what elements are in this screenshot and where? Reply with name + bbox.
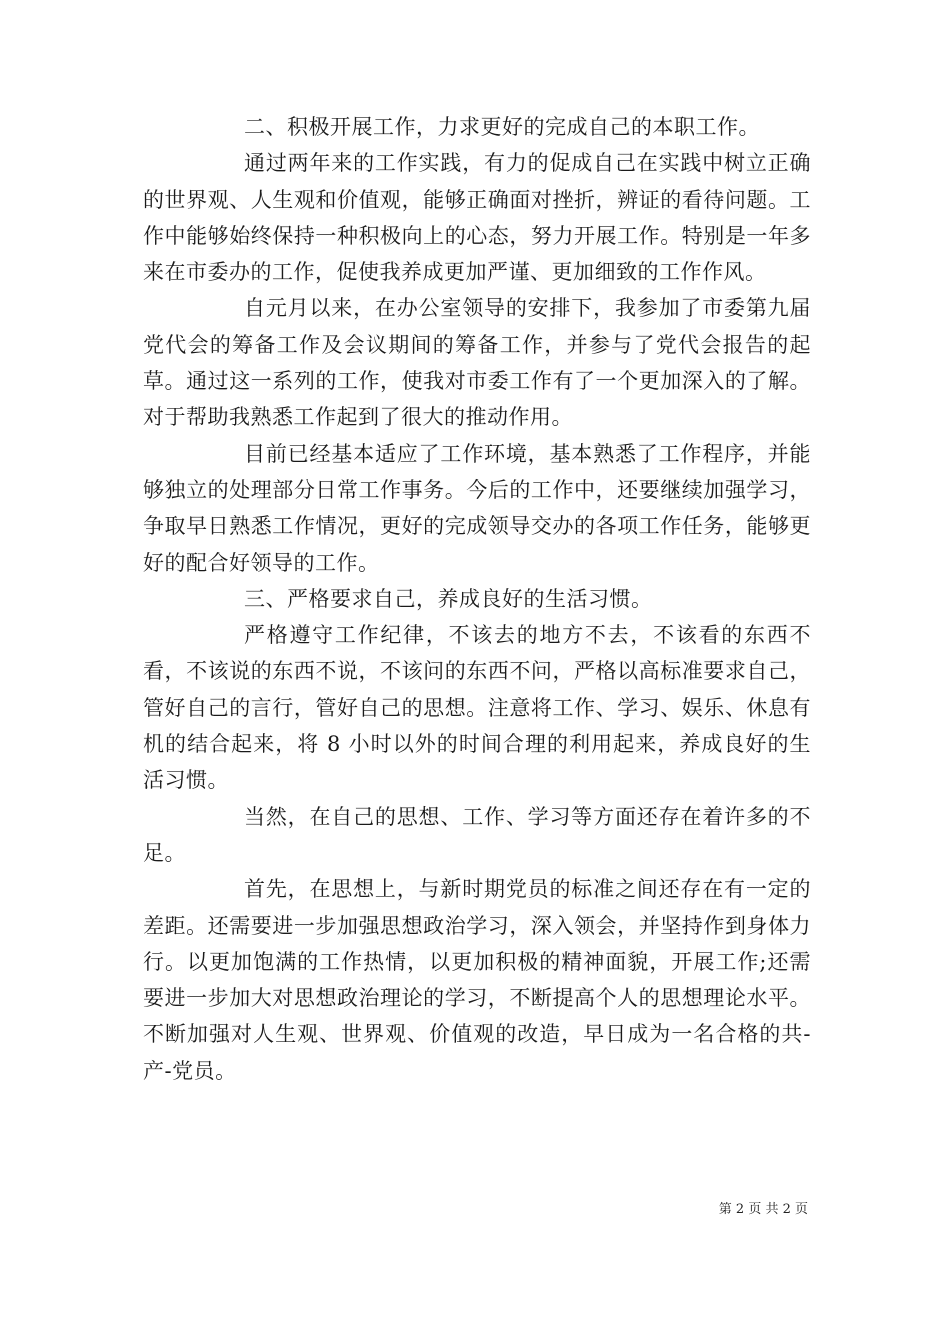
section-heading-3: 三、严格要求自己，养成良好的生活习惯。 xyxy=(244,586,653,611)
body-paragraph: 首先，在思想上，与新时期党员的标准之间还存在有一定的差距。还需要进一步加强思想政治学习，深入领会，并坚持作到身体力行。以更加饱满的工作热情，以更加积极的精神面貌，开展工作;还需要进一步加大对思想政治理论的学习，不断提高个人的思想理论水平。不断加强对人生观、世界观、价值观的改造，早日成为一名合格的共-产-党员。 xyxy=(143,877,811,1083)
body-paragraph: 通过两年来的工作实践，有力的促成自己在实践中树立正确的世界观、人生观和价值观，能够正确面对挫折，辨证的看待问题。工作中能够始终保持一种积极向上的心态，努力开展工作。特别是一年多来在市委办的工作，促使我养成更加严谨、更加细致的工作作风。 xyxy=(143,151,811,285)
body-paragraph: 自元月以来，在办公室领导的安排下，我参加了市委第九届党代会的筹备工作及会议期间的筹备工作，并参与了党代会报告的起草。通过这一系列的工作，使我对市委工作有了一个更加深入的了解。对于帮助我熟悉工作起到了很大的推动作用。 xyxy=(143,296,811,430)
body-paragraph: 严格遵守工作纪律，不该去的地方不去，不该看的东西不看，不该说的东西不说，不该问的东西不问，严格以高标准要求自己，管好自己的言行，管好自己的思想。注意将工作、学习、娱乐、休息有机的结合起来，将 8 小时以外的时间合理的利用起来，养成良好的生活习惯。 xyxy=(143,623,811,793)
page-number-footer: 第 2 页 共 2 页 xyxy=(718,1202,808,1217)
section-heading-2: 二、积极开展工作，力求更好的完成自己的本职工作。 xyxy=(244,115,760,139)
body-paragraph: 当然，在自己的思想、工作、学习等方面还存在着许多的不足。 xyxy=(143,804,811,865)
document-body xyxy=(143,109,811,1089)
body-paragraph: 目前已经基本适应了工作环境，基本熟悉了工作程序，并能够独立的处理部分日常工作事务。今后的工作中，还要继续加强学习，争取早日熟悉工作情况，更好的完成领导交办的各项工作任务，能够更好的配合好领导的工作。 xyxy=(143,441,811,575)
